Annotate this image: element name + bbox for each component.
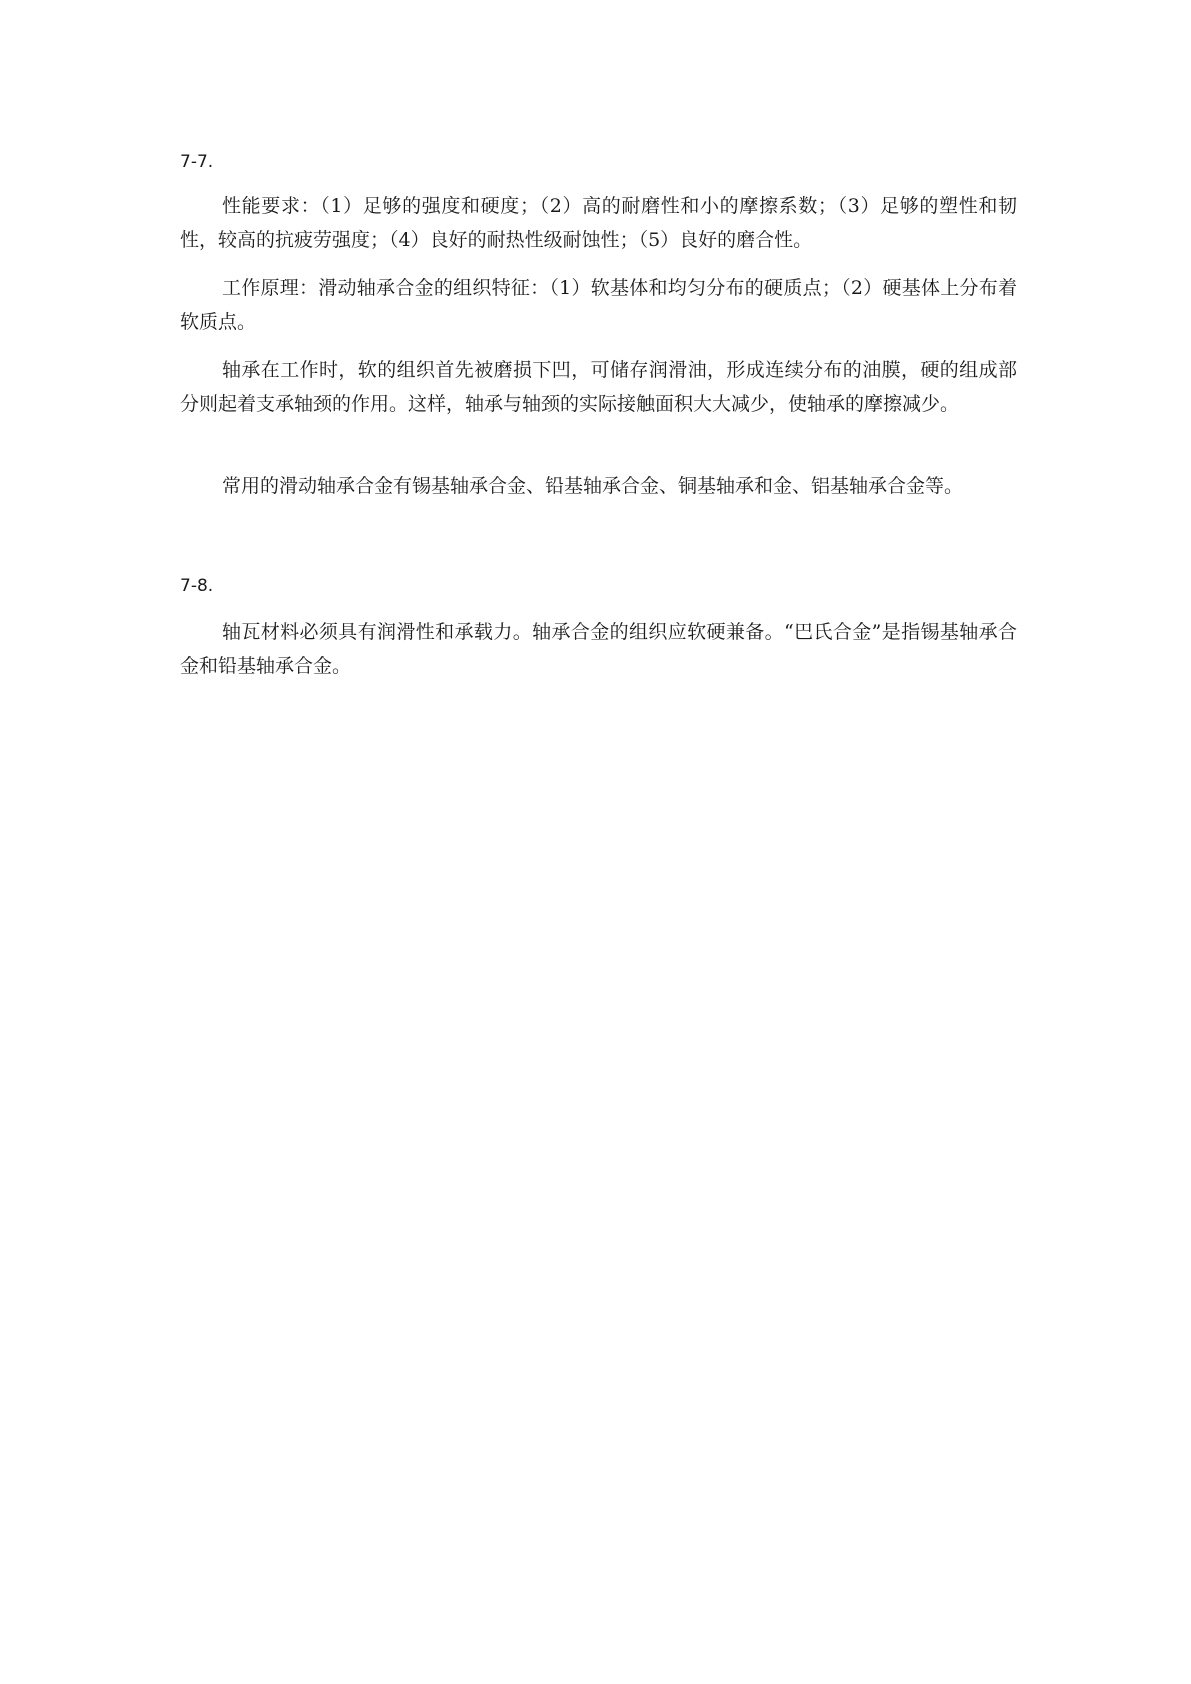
paragraph-working-principle: 工作原理：滑动轴承合金的组织特征：（1）软基体和均匀分布的硬质点；（2）硬基体上分布着软质点。 xyxy=(180,277,1017,333)
section-heading-7-7: 7-7. xyxy=(180,152,214,172)
paragraph-bearing-shell-material: 轴瓦材料必须具有润滑性和承载力。轴承合金的组织应软硬兼备。“巴氏合金”是指锡基轴承合金和铅基轴承合金。 xyxy=(180,621,1017,677)
paragraph-common-alloys: 常用的滑动轴承合金有锡基轴承合金、铅基轴承合金、铜基轴承和金、铝基轴承合金等。 xyxy=(222,475,964,497)
section-heading-7-8: 7-8. xyxy=(180,576,214,596)
paragraph-performance-requirements: 性能要求：（1）足够的强度和硬度；（2）高的耐磨性和小的摩擦系数；（3）足够的塑性和韧性，较高的抗疲劳强度；（4）良好的耐热性级耐蚀性；（5）良好的磨合性。 xyxy=(180,195,1017,251)
paragraph-bearing-operation: 轴承在工作时，软的组织首先被磨损下凹，可储存润滑油，形成连续分布的油膜，硬的组成部分则起着支承轴颈的作用。这样，轴承与轴颈的实际接触面积大大减少，使轴承的摩擦减少。 xyxy=(180,359,1017,415)
